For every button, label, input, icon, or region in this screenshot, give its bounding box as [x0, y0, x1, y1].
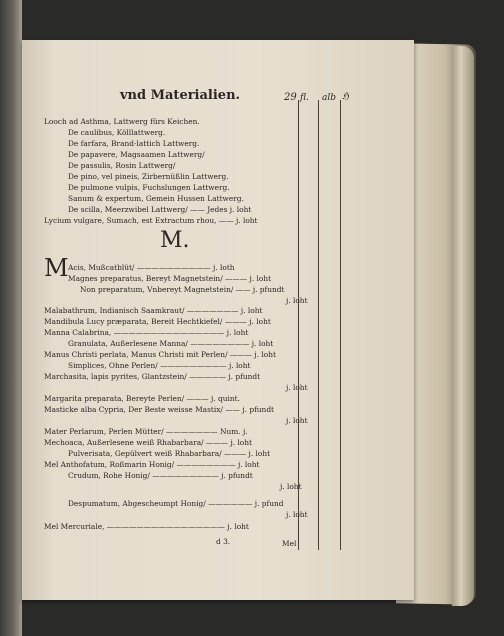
- background-left: [0, 0, 22, 636]
- column-header-pf: ℌ: [342, 92, 349, 102]
- entry-line-7: Granulata, Außerlesene Manna/ ———————— j. loht: [68, 339, 274, 348]
- top-line-2: De farfara, Brand-lattich Lattwerg.: [68, 139, 200, 148]
- top-line-7: Sanum & expertum, Gemein Hussen Lattwerg.: [68, 194, 244, 203]
- page-number: 29: [284, 92, 297, 103]
- entry-line-3: j. loht: [286, 296, 308, 305]
- entry-line-13: Masticke alba Cypria, Der Beste weisse Mastix/ —— j. pfundt: [44, 405, 275, 414]
- entry-line-11: j. loht: [286, 383, 308, 392]
- entry-line-6: Manna Calabrina, ——————————————— j. loht: [44, 328, 249, 337]
- entry-line-9: Simplices, Ohne Perlen/ ————————— j. loht: [68, 361, 251, 370]
- entry-line-17: Pulverisata, Gepülvert weiß Rhabarbara/ ——— j. loht: [68, 449, 271, 458]
- section-letter: M.: [160, 228, 190, 253]
- top-line-3: De papavere, Magsaamen Lattwerg/: [68, 150, 205, 159]
- entry-line-12: Margarita preparata, Bereyte Perlen/ ——— j. quint.: [44, 394, 240, 403]
- column-rule: [318, 100, 319, 550]
- book-cover-edge: [452, 46, 474, 606]
- book-page: [22, 40, 414, 600]
- top-line-4: De passulis, Rosin Lattwerg/: [68, 161, 176, 170]
- top-line-9: Lycium vulgare, Sumach, est Extractum rhou, —— j. loht: [44, 216, 258, 225]
- entry-line-20: j. loht: [280, 482, 302, 491]
- entry-line-5: Mandibula Lucy præparata, Bereit Hechtkiefel/ ——— j. loht: [44, 317, 271, 326]
- entry-line-4: Malabathrum, Indianisch Saamkraut/ ——————— j. loht: [44, 306, 263, 315]
- signature-mark: d 3.: [216, 537, 231, 546]
- catchword: Mel: [282, 539, 297, 548]
- column-header-fl: fl.: [300, 93, 309, 103]
- entry-line-0: Acis, Mußcatblüt/ —————————— j. loth: [68, 263, 235, 272]
- entry-line-2: Non preparatum, Vnbereyt Magnetstein/ —— j. pfundt: [80, 285, 285, 294]
- column-rule: [340, 100, 341, 550]
- entry-line-21: Despumatum, Abgescheumpt Honig/ —————— j. pfund: [68, 499, 284, 508]
- entry-line-19: Crudum, Rohe Honig/ ————————— j. pfundt: [68, 471, 253, 480]
- top-line-1: De caulibus, Kölllattwerg.: [68, 128, 166, 137]
- entry-line-18: Mel Anthofatum, Roßmarin Honig/ ———————— j. loht: [44, 460, 260, 469]
- top-line-0: Looch ad Asthma, Lattwerg fürs Keichen.: [44, 117, 200, 126]
- entry-line-1: Magnes preparatus, Bereyt Magnetstein/ ——— j. loht: [68, 274, 272, 283]
- entry-line-15: Mater Perlarum, Perlen Mütter/ ——————— Num. j.: [44, 427, 248, 436]
- entry-line-23: Mel Mercuriale, ———————————————— j. loht: [44, 522, 249, 531]
- entry-line-22: j. loht: [286, 510, 308, 519]
- page-heading: vnd Materialien.: [120, 88, 241, 103]
- entry-line-8: Manus Christi perlata, Manus Christi mit Perlen/ ——— j. loht: [44, 350, 276, 359]
- entry-line-16: Mechoaca, Außerlesene weiß Rhabarbara/ ——— j. loht: [44, 438, 252, 447]
- entry-line-10: Marchasita, lapis pyrites, Glantzstein/ ————— j. pfundt: [44, 372, 261, 381]
- column-header-alb: alb: [322, 93, 337, 103]
- drop-initial: M: [44, 254, 69, 282]
- top-line-6: De pulmone vulpis, Fuchslungen Lattwerg.: [68, 183, 230, 192]
- top-line-8: De scilla, Meerzwibel Lattwerg/ —— Jedes j. loht: [68, 205, 252, 214]
- top-line-5: De pino, vel pineis, Zirbernüßlin Lattwerg.: [68, 172, 229, 181]
- entry-line-14: j. loht: [286, 416, 308, 425]
